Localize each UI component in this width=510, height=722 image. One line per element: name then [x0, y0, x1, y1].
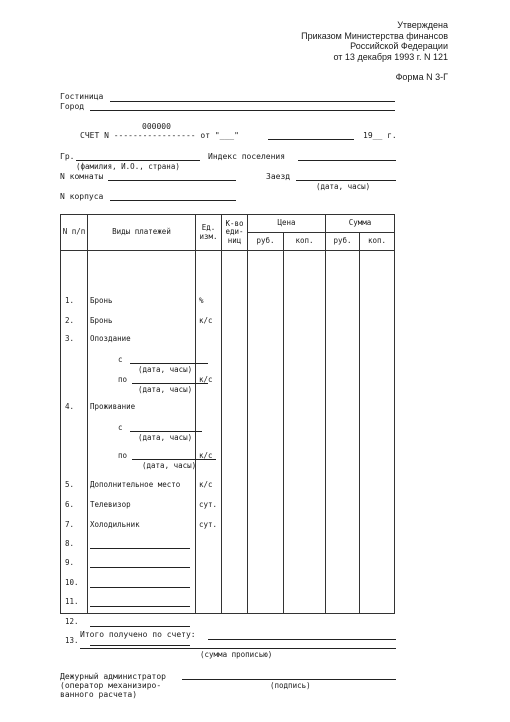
- row-6-label: Телевизор: [90, 500, 131, 509]
- admin-label-3: ванного расчета): [60, 690, 138, 699]
- row-12-blank-field[interactable]: [90, 626, 190, 627]
- admin-label-1: Дежурный администратор: [60, 672, 166, 681]
- arrival-caption: (дата, часы): [316, 182, 371, 191]
- col-header-num: N п/п: [61, 215, 88, 251]
- citizen-label: Гр.: [60, 152, 75, 161]
- total-field[interactable]: [208, 639, 396, 640]
- row-3-label: Опоздание: [90, 334, 131, 343]
- row-4-to-caption: (дата, часы): [142, 461, 197, 470]
- row-4-unit: к/с: [199, 451, 213, 460]
- invoice-label: СЧЕТ N ----------------- от "___": [80, 131, 239, 140]
- approval-line-1: Утверждена: [397, 20, 448, 30]
- row-3-from-caption: (дата, часы): [138, 365, 193, 374]
- row-4-from-caption: (дата, часы): [138, 433, 193, 442]
- col-header-payment: Виды платежей: [88, 215, 196, 251]
- approval-line-3: Российской Федерации: [350, 41, 448, 51]
- row-5-num: 5.: [65, 480, 75, 489]
- row-2-unit: к/с: [199, 316, 213, 325]
- payment-column: [88, 251, 196, 614]
- settlement-index-label: Индекс поселения: [208, 152, 286, 161]
- row-1-num: 1.: [65, 296, 75, 305]
- row-11-blank-field[interactable]: [90, 606, 190, 607]
- row-6-unit: сут.: [199, 500, 218, 509]
- row-2-label: Бронь: [90, 316, 113, 325]
- invoice-month-field[interactable]: [268, 139, 354, 140]
- hotel-label: Гостиница: [60, 92, 104, 101]
- col-header-sum-kop: коп.: [360, 233, 395, 251]
- row-2-num: 2.: [65, 316, 75, 325]
- row-5-unit: к/с: [199, 480, 213, 489]
- invoice-code: 000000: [142, 122, 171, 131]
- citizen-field[interactable]: [76, 160, 200, 161]
- row-13-num: 13.: [65, 636, 79, 645]
- col-header-price-kop: коп.: [284, 233, 326, 251]
- row-9-num: 9.: [65, 558, 75, 567]
- price-kop-column[interactable]: [284, 251, 326, 614]
- col-header-sum: Сумма: [326, 215, 395, 233]
- sum-kop-column[interactable]: [360, 251, 395, 614]
- num-column: [61, 251, 88, 645]
- col-header-sum-rub: руб.: [326, 233, 360, 251]
- row-3-unit: к/с: [199, 375, 213, 384]
- city-label: Город: [60, 102, 85, 111]
- settlement-index-field[interactable]: [298, 160, 396, 161]
- row-7-unit: сут.: [199, 520, 218, 529]
- row-10-blank-field[interactable]: [90, 587, 190, 588]
- col-header-unit: Ед. изм.: [196, 215, 222, 251]
- total-caption: (сумма прописью): [200, 650, 273, 659]
- row-4-from-field[interactable]: [130, 431, 202, 432]
- price-rub-column[interactable]: [248, 251, 284, 614]
- row-4-from-label: с: [118, 423, 123, 432]
- row-7-num: 7.: [65, 520, 75, 529]
- building-field[interactable]: [110, 200, 236, 201]
- row-10-num: 10.: [65, 578, 79, 587]
- row-9-blank-field[interactable]: [90, 567, 190, 568]
- total-label: Итого получено по счету:: [80, 630, 196, 639]
- signature-field[interactable]: [182, 679, 396, 680]
- row-4-to-label: по: [118, 451, 128, 460]
- arrival-field[interactable]: [296, 180, 396, 181]
- row-11-num: 11.: [65, 597, 79, 606]
- row-8-blank-field[interactable]: [90, 548, 190, 549]
- approval-block: [301, 20, 448, 62]
- room-label: N комнаты: [60, 172, 104, 181]
- invoice-year: 19__ г.: [363, 131, 397, 140]
- row-13-blank-field[interactable]: [90, 645, 190, 646]
- city-field[interactable]: [90, 110, 395, 111]
- row-5-label: Дополнительное место: [90, 480, 181, 489]
- signature-caption: (подпись): [270, 681, 311, 690]
- hotel-field[interactable]: [110, 101, 395, 102]
- qty-column[interactable]: [222, 251, 248, 614]
- sum-rub-column[interactable]: [326, 251, 360, 614]
- row-7-label: Холодильник: [90, 520, 140, 529]
- row-1-unit: %: [199, 296, 204, 305]
- total-field-line-2[interactable]: [80, 648, 396, 649]
- approval-line-2: Приказом Министерства финансов: [301, 30, 448, 41]
- col-header-price-rub: руб.: [248, 233, 284, 251]
- col-header-price: Цена: [248, 215, 326, 233]
- row-4-num: 4.: [65, 402, 75, 411]
- row-3-num: 3.: [65, 334, 75, 343]
- row-12-num: 12.: [65, 617, 79, 626]
- form-number: Форма N 3-Г: [395, 72, 448, 82]
- admin-label-2: (оператор механизиро-: [60, 681, 162, 690]
- row-1-label: Бронь: [90, 296, 113, 305]
- row-6-num: 6.: [65, 500, 75, 509]
- row-8-num: 8.: [65, 539, 75, 548]
- building-label: N корпуса: [60, 192, 104, 201]
- col-header-qty: К-во еди- ниц: [222, 215, 248, 251]
- row-3-to-label: по: [118, 375, 128, 384]
- row-4-label: Проживание: [90, 402, 136, 411]
- room-field[interactable]: [108, 180, 236, 181]
- row-3-from-label: с: [118, 355, 123, 364]
- unit-column: [196, 251, 222, 614]
- approval-line-4: от 13 декабря 1993 г. N 121: [333, 51, 448, 62]
- citizen-caption: (фамилия, И.О., страна): [76, 162, 180, 171]
- row-3-to-caption: (дата, часы): [138, 385, 193, 394]
- arrival-label: Заезд: [266, 172, 291, 181]
